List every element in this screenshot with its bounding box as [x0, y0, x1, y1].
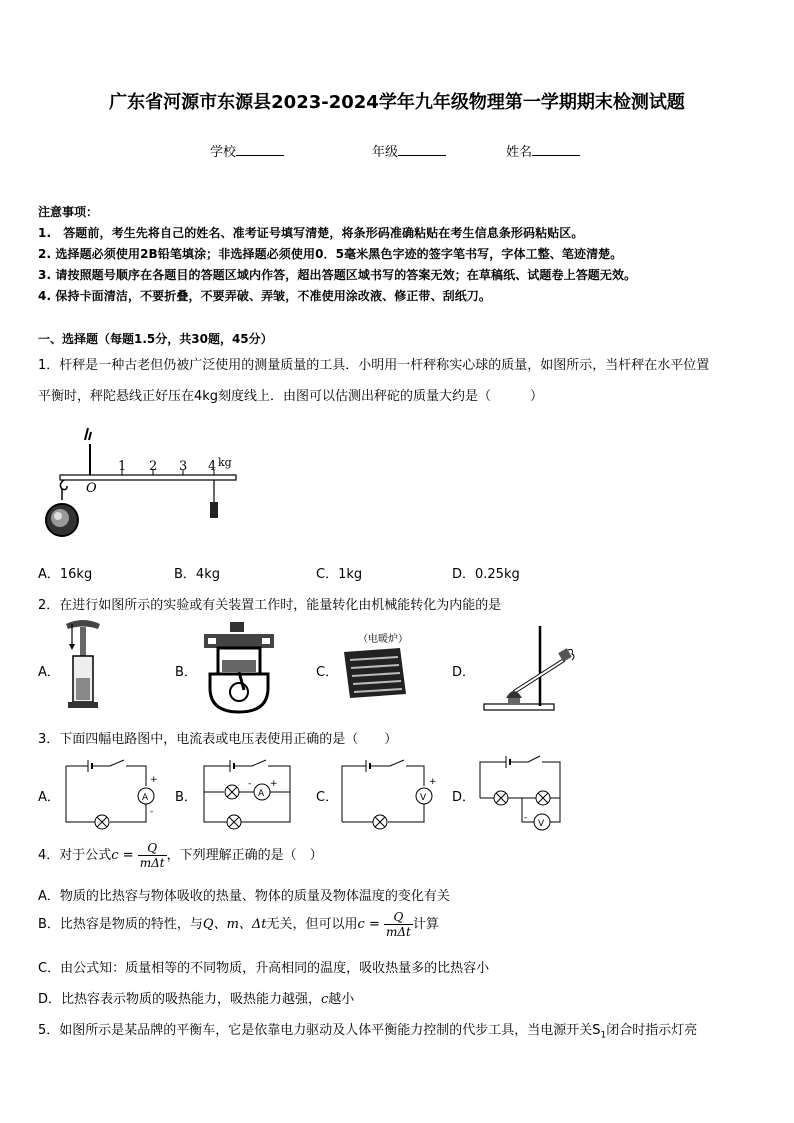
- q2-option-c[interactable]: C．: [316, 665, 339, 680]
- q4-option-a[interactable]: A．物质的比热容与物体吸收的热量、物体的质量及物体温度的变化有关: [38, 889, 450, 904]
- test-tube-heating-icon: [480, 620, 580, 714]
- electric-heater-icon: [340, 646, 408, 700]
- school-blank[interactable]: [236, 143, 284, 156]
- q4-option-c[interactable]: C．由公式知：质量相等的不同物质，升高相同的温度，吸收热量多的比热容小: [38, 961, 490, 976]
- heater-label: （电暖炉）: [358, 634, 408, 645]
- q1-stem-line2: 平衡时，秤陀悬线正好压在4kg刻度线上．由图可以估测出秤砣的质量大约是（ ）: [38, 389, 544, 404]
- counterweight-icon: [210, 502, 218, 518]
- steelyard-figure: [40, 422, 240, 552]
- grade-field[interactable]: 年级: [372, 141, 446, 160]
- section-heading: 一、选择题（每题1.5分，共30题，45分）: [38, 332, 273, 346]
- voltmeter-label: V: [538, 819, 545, 829]
- formula-fraction: $\frac{Q}{\text{mΔt}}$: [386, 910, 411, 939]
- q1-stem-line1: 1．杆秤是一种古老但仍被广泛使用的测量质量的工具．小明用一杆秤称实心球的质量，如图所示，当杆秤在水平位置: [38, 358, 710, 373]
- page-title: 广东省河源市东源县2023-2024学年九年级物理第一学期期末检测试题: [109, 92, 685, 113]
- tick-label: 4: [208, 459, 217, 474]
- plus-label: +: [429, 777, 437, 787]
- notice-item: 3. 请按照题号顺序在各题目的答题区域内作答，超出答题区域书写的答案无效；在草稿纸、试题卷上答题无效。: [38, 268, 637, 282]
- q3-option-d[interactable]: D．: [452, 790, 476, 805]
- q3-stem: 3．下面四幅电路图中，电流表或电压表使用正确的是（ ）: [38, 732, 398, 747]
- notice-heading: 注意事项：: [38, 205, 99, 219]
- q2-option-a[interactable]: A．: [38, 665, 60, 680]
- tick-label: 3: [179, 459, 188, 474]
- pivot-label: O: [86, 481, 97, 496]
- minus-label: -: [524, 813, 528, 823]
- q5-stem: 5．如图所示是某品牌的平衡车，它是依靠电力驱动及人体平衡能力控制的代步工具，当电源开关$S_1$闭合时指示灯亮: [38, 1023, 698, 1041]
- q1-option-c[interactable]: C．1kg: [316, 567, 363, 582]
- q1-option-d[interactable]: D．0.25kg: [452, 567, 520, 582]
- q3-option-c[interactable]: C．: [316, 790, 339, 805]
- minus-label: -: [150, 807, 154, 817]
- formula-fraction: $\frac{Q}{\text{mΔt}}$: [139, 841, 165, 870]
- engine-cylinder-icon: [200, 620, 280, 716]
- notice-item: 2. 选择题必须使用2B铅笔填涂；非选择题必须使用0．5毫米黑色字迹的签字笔书写，字体工整、笔迹清楚。: [38, 247, 623, 261]
- minus-label: -: [248, 779, 252, 789]
- q4-option-d[interactable]: D．比热容表示物质的吸热能力，吸热能力越强，c越小: [38, 992, 355, 1007]
- ammeter-label: A: [142, 793, 149, 803]
- circuit-b-diagram: [200, 756, 296, 832]
- q1-option-b[interactable]: B．4kg: [174, 567, 220, 582]
- q2-stem: 2．在进行如图所示的实验或有关装置工作时，能量转化由机械能转化为内能的是: [38, 598, 502, 613]
- name-field[interactable]: 姓名: [506, 141, 580, 160]
- air-compression-syringe-icon: [62, 618, 104, 714]
- plus-label: +: [150, 775, 158, 785]
- name-blank[interactable]: [532, 143, 580, 156]
- school-field[interactable]: 学校: [210, 141, 284, 160]
- circuit-a-diagram: [62, 756, 162, 832]
- q4-option-b[interactable]: B．比热容是物质的特性，与Q、m、Δt无关，但可以用c = $\frac{Q}{\text{mΔt}}$ 计算: [38, 910, 439, 939]
- q3-option-a[interactable]: A．: [38, 790, 60, 805]
- tick-label: 2: [149, 459, 158, 474]
- notice-item: 4. 保持卡面清洁，不要折叠，不要弄破、弄皱，不准使用涂改液、修正带、刮纸刀。: [38, 289, 491, 303]
- q2-option-d[interactable]: D．: [452, 665, 476, 680]
- voltmeter-label: V: [420, 793, 427, 803]
- q1-option-a[interactable]: A．16kg: [38, 567, 93, 582]
- q2-option-b[interactable]: B．: [175, 665, 197, 680]
- circuit-d-diagram: [476, 752, 566, 832]
- notice-item: 1. 答题前，考生先将自己的姓名、准考证号填写清楚，将条形码准确粘贴在考生信息条形码粘贴区。: [38, 226, 584, 240]
- plus-label: +: [270, 779, 278, 789]
- q3-option-b[interactable]: B．: [175, 790, 197, 805]
- q4-stem: 4．对于公式c = $\frac{Q}{\text{mΔt}}$ ，下列理解正确的是（ ）: [38, 841, 323, 870]
- circuit-c-diagram: [338, 756, 438, 832]
- tick-label: 1: [118, 459, 127, 474]
- unit-label: kg: [218, 456, 232, 469]
- grade-blank[interactable]: [398, 143, 446, 156]
- ammeter-label: A: [258, 789, 265, 799]
